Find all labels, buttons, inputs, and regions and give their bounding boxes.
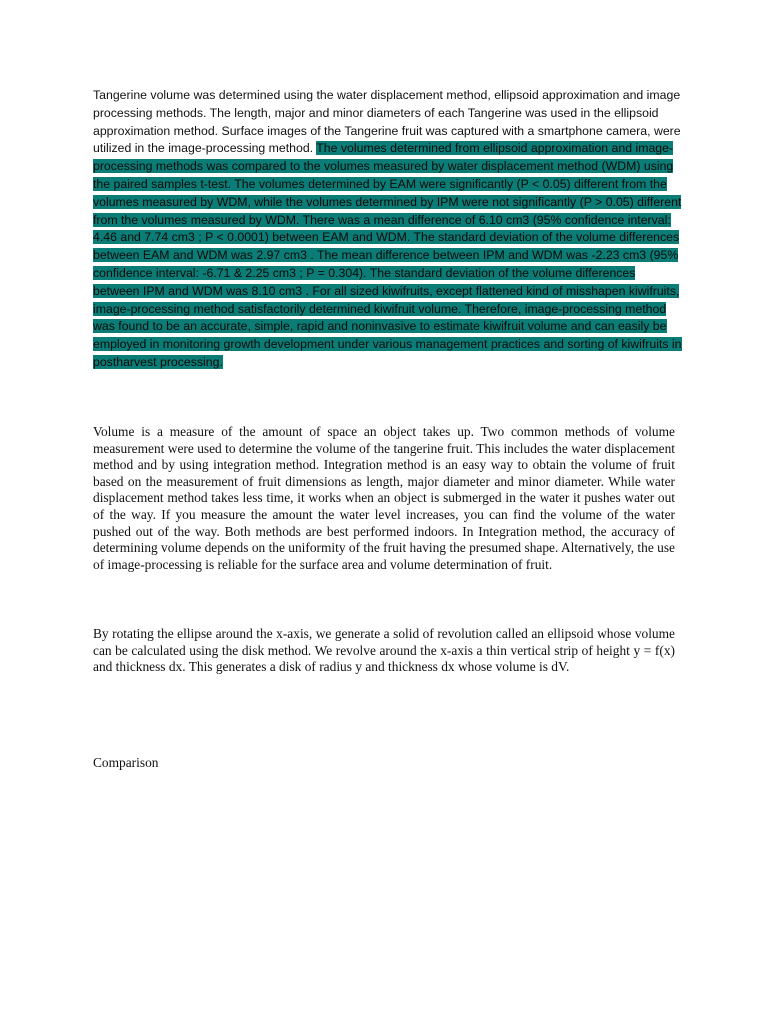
highlighted-text: The volumes determined from ellipsoid approximation and image-processing methods was compared to the volumes measured by water displacement method (WDM) using the paired samples t-test. The volumes determined by EAM were significantly (P < 0.05) different from the volumes measured by WDM, while the volumes determined by IPM were not significantly (P > 0.05) different from the volumes measured by WDM. There was a mean difference of 6.10 cm3 (95% confidence interval: 4.46 and 7.74 cm3 ; P < 0.0001) between EAM and WDM. The standard deviation of the volume differences between EAM and WDM was 2.97 cm3 . The mean difference between IPM and WDM was -2.23 cm3 (95% confidence interval: -6.71 & 2.25 cm3 ; P = 0.304). The standard deviation of the volume differences between IPM and WDM was 8.10 cm3 . For all sized kiwifruits, except flattened kind of misshapen kiwifruits, image-processing method satisfactorily determined kiwifruit volume. Therefore, image-processing method was found to be an accurate, simple, rapid and noninvasive to estimate kiwifruit volume and can easily be employed in monitoring growth development under various management practices and sorting of kiwifruits in postharvest processing.	[93, 141, 682, 369]
volume-paragraph: Volume is a measure of the amount of space an object takes up. Two common methods of volume measurement were used to determine the volume of the tangerine fruit. This includes the water displacement method and by using integration method. Integration method is an easy way to obtain the volume of fruit based on the measurement of fruit dimensions as length, major diameter and minor diameter. While water displacement method takes less time, it works when an object is submerged in the water it pushes water out of the way. If you measure the amount the water level increases, you can find the volume of the water pushed out of the way. Both methods are best performed indoors. In Integration method, the accuracy of determining volume depends on the uniformity of the fruit having the presumed shape. Alternatively, the use of image-processing is reliable for the surface area and volume determination of fruit.	[93, 424, 675, 572]
abstract-plain-text: Tangerine volume was determined using the water displacement method, ellipsoid approximation and image processing methods. The length, major and minor diameters of each Tangerine was used in the ellipsoid approximation method. Surface images of the Tangerine fruit was captured with a smartphone camera, were utilized in the image-processing method.	[93, 88, 681, 156]
ellipsoid-paragraph: By rotating the ellipse around the x-axis, we generate a solid of revolution called an ellipsoid whose volume can be calculated using the disk method. We revolve around the x-axis a thin vertical strip of height y = f(x) and thickness dx. This generates a disk of radius y and thickness dx whose volume is dV.	[93, 626, 675, 675]
abstract-paragraph	[93, 87, 683, 372]
comparison-heading: Comparison	[93, 755, 159, 770]
